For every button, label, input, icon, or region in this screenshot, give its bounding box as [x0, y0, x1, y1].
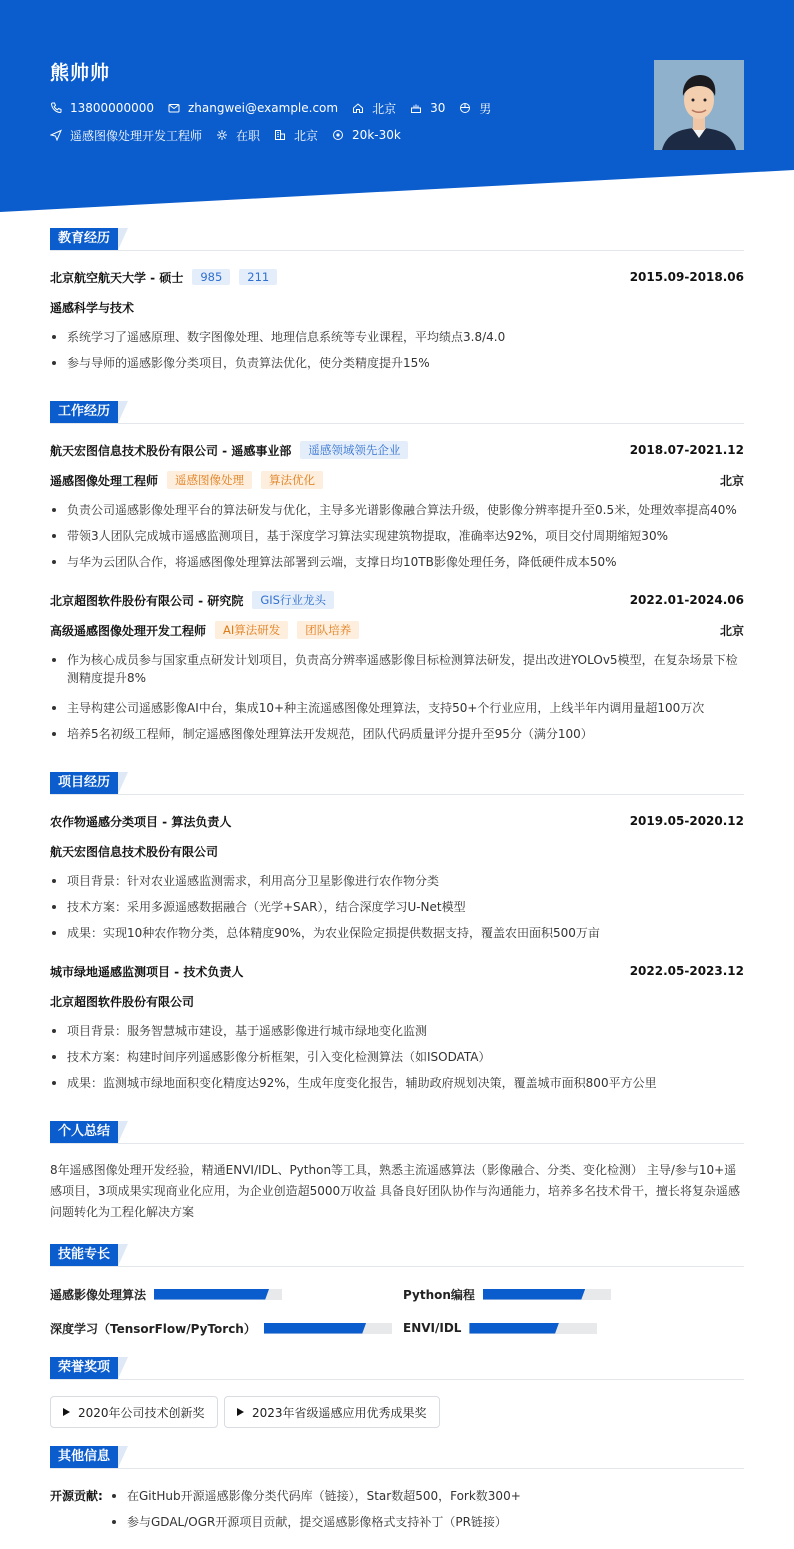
education-header: [50, 268, 744, 286]
company-tag: 遥感领域领先企业: [300, 441, 408, 459]
section-label: 其他信息: [50, 1446, 118, 1468]
building-icon: [274, 129, 286, 141]
phone-icon: [50, 102, 62, 114]
play-icon: [63, 1408, 70, 1416]
list-item: 参与GDAL/OGR开源项目贡献，提交遥感影像格式支持补丁（PR链接）: [110, 1513, 744, 1531]
target-icon: [332, 129, 344, 141]
divider: [50, 1468, 744, 1469]
project-period: 2022.05-2023.12: [629, 964, 744, 978]
school-tag: 985: [192, 269, 230, 285]
divider: [50, 423, 744, 424]
contact-row: [50, 99, 505, 117]
skill-bar: [264, 1323, 392, 1334]
section-tail: [118, 1244, 128, 1266]
gender-icon: [459, 102, 471, 114]
mail-icon: [168, 102, 180, 114]
list-item: 带领3人团队完成城市遥感监测项目，基于深度学习算法实现建筑物提取，准确率达92%，项目交付周期缩短30%: [50, 527, 744, 545]
work-location: 北京: [719, 473, 744, 488]
phone-info: [50, 101, 154, 115]
section-education-title: [50, 228, 128, 250]
work-period: 2022.01-2024.06: [629, 593, 744, 607]
project-header: [50, 962, 744, 980]
status-info: [216, 127, 260, 144]
list-item: 主导构建公司遥感影像AI中台，集成10+种主流遥感图像处理算法，支持50+个行业应用，上线半年内调用量超100万次: [50, 699, 744, 717]
gender-text: 男: [479, 101, 492, 116]
award-badge: [224, 1396, 440, 1428]
section-label: 技能专长: [50, 1244, 118, 1266]
section-label: 教育经历: [50, 228, 118, 250]
skill-name: Python编程: [403, 1287, 475, 1302]
section-tail: [118, 772, 128, 794]
skill-item: [50, 1321, 392, 1335]
list-item: 与华为云团队合作，将遥感图像处理算法部署到云端，支撑日均10TB影像处理任务，降低硬件成本50%: [50, 553, 744, 571]
section-tail: [118, 1357, 128, 1379]
skill-bar-fill: [264, 1323, 366, 1334]
list-item: 负责公司遥感影像处理平台的算法研发与优化，主导多光谱影像融合算法升级，使影像分辨率提升至0.5米，处理效率提高40%: [50, 501, 744, 519]
age-text: 30: [430, 101, 446, 115]
work-location: 北京: [719, 623, 744, 638]
cake-icon: [410, 102, 422, 114]
list-item: 培养5名初级工程师，制定遥感图像处理算法开发规范，团队代码质量评分提升至95分（满分100）: [50, 725, 744, 743]
summary-text: 8年遥感图像处理开发经验，精通ENVI/IDL、Python等工具，熟悉主流遥感算法（影像融合、分类、变化检测） 主导/参与10+遥感项目，3项成果实现商业化应用，为企业创造超5000万收益 具备良好团队协作与沟通能力，培养多名技术骨干，擅长将复杂遥感问题转化为工程化解决方案: [50, 1163, 740, 1219]
job-tag: 团队培养: [297, 621, 359, 639]
divider: [50, 1266, 744, 1267]
list-item: 成果：实现10种农作物分类，总体精度90%，为农业保险定损提供数据支持，覆盖农田面积500万亩: [50, 924, 744, 942]
section-label: 个人总结: [50, 1121, 118, 1143]
job-tag: 算法优化: [261, 471, 323, 489]
list-item: 项目背景：服务智慧城市建设，基于遥感影像进行城市绿地变化监测: [50, 1022, 744, 1040]
company-name: 航天宏图信息技术股份有限公司 - 遥感事业部: [50, 443, 292, 458]
divider: [50, 1143, 744, 1144]
skill-bar: [469, 1323, 597, 1334]
section-tail: [118, 1121, 128, 1143]
project-name: 农作物遥感分类项目 - 算法负责人: [50, 814, 232, 829]
section-tail: [118, 228, 128, 250]
section-projects-title: [50, 772, 128, 794]
project-company: 北京超图软件股份有限公司: [50, 994, 195, 1009]
award-badge: [50, 1396, 218, 1428]
gear-icon: [216, 129, 228, 141]
play-icon: [237, 1408, 244, 1416]
list-item: 系统学习了遥感原理、数字图像处理、地理信息系统等专业课程，平均绩点3.8/4.0: [50, 328, 744, 346]
list-item: 技术方案：构建时间序列遥感影像分析框架，引入变化检测算法（如ISODATA）: [50, 1048, 744, 1066]
position-text: 遥感图像处理开发工程师: [70, 128, 203, 143]
skill-item: [403, 1321, 597, 1335]
school-name: 北京航空航天大学 - 硕士: [50, 270, 184, 285]
section-summary-title: [50, 1121, 128, 1143]
school-tag: 211: [239, 269, 277, 285]
phone-text: 13800000000: [70, 101, 154, 115]
company-name: 北京超图软件股份有限公司 - 研究院: [50, 593, 244, 608]
salary-info: [332, 128, 401, 142]
list-item: 作为核心成员参与国家重点研发计划项目，负责高分辨率遥感影像目标检测算法研发，提出改进YOLOv5模型，在复杂场景下检测精度提升8%: [50, 651, 744, 687]
other-label: 开源贡献:: [50, 1489, 103, 1503]
section-label: 工作经历: [50, 401, 118, 423]
skill-bar: [483, 1289, 611, 1300]
work-title-row: [50, 471, 744, 489]
avatar: [654, 60, 744, 150]
section-work-title: [50, 401, 128, 423]
skill-name: ENVI/IDL: [403, 1321, 462, 1335]
skill-bar-fill: [154, 1289, 269, 1300]
city-info: [352, 100, 396, 117]
divider: [50, 1379, 744, 1380]
gender-info: [459, 100, 491, 117]
section-other-title: [50, 1446, 128, 1468]
candidate-name: 熊帅帅: [50, 62, 111, 84]
work-header: [50, 441, 744, 459]
section-skills-title: [50, 1244, 128, 1266]
skill-item: [403, 1287, 611, 1301]
job-intent-row: [50, 126, 415, 144]
home-icon: [352, 102, 364, 114]
divider: [50, 794, 744, 795]
skill-item: [50, 1287, 282, 1301]
list-item: 技术方案：采用多源遥感数据融合（光学+SAR），结合深度学习U-Net模型: [50, 898, 744, 916]
salary-text: 20k-30k: [352, 128, 401, 142]
major: 遥感科学与技术: [50, 300, 135, 315]
divider: [50, 250, 744, 251]
list-item: 项目背景：针对农业遥感监测需求，利用高分卫星影像进行农作物分类: [50, 872, 744, 890]
award-text: 2020年公司技术创新奖: [78, 1405, 205, 1420]
skill-name: 深度学习（TensorFlow/PyTorch）: [50, 1321, 256, 1336]
section-label: 荣誉奖项: [50, 1357, 118, 1379]
job-tag: 遥感图像处理: [167, 471, 252, 489]
award-text: 2023年省级遥感应用优秀成果奖: [252, 1405, 427, 1420]
company-tag: GIS行业龙头: [252, 591, 334, 609]
work-period: 2018.07-2021.12: [629, 443, 744, 457]
work-title-row: [50, 621, 744, 639]
project-period: 2019.05-2020.12: [629, 814, 744, 828]
skill-bar: [154, 1289, 282, 1300]
section-label: 项目经历: [50, 772, 118, 794]
skill-bar-fill: [469, 1323, 559, 1334]
age-info: [410, 101, 445, 115]
education-period: 2015.09-2018.06: [629, 270, 744, 284]
major-row: [50, 298, 744, 316]
project-header: [50, 812, 744, 830]
project-company-row: [50, 992, 744, 1010]
position-info: [50, 127, 202, 144]
status-text: 在职: [236, 128, 261, 143]
section-tail: [118, 401, 128, 423]
send-icon: [50, 129, 62, 141]
list-item: 成果：监测城市绿地面积变化精度达92%，生成年度变化报告，辅助政府规划决策，覆盖城市面积800平方公里: [50, 1074, 744, 1092]
work-header: [50, 591, 744, 609]
project-company: 航天宏图信息技术股份有限公司: [50, 844, 219, 859]
skill-name: 遥感影像处理算法: [50, 1287, 147, 1302]
target-city-text: 北京: [294, 128, 319, 143]
email-info: [168, 101, 338, 115]
project-company-row: [50, 842, 744, 860]
target-city-info: [274, 127, 318, 144]
list-item: 参与导师的遥感影像分类项目，负责算法优化，使分类精度提升15%: [50, 354, 744, 372]
list-item: 在GitHub开源遥感影像分类代码库（链接），Star数超500，Fork数300+: [110, 1487, 744, 1505]
project-name: 城市绿地遥感监测项目 - 技术负责人: [50, 964, 244, 979]
section-tail: [118, 1446, 128, 1468]
job-tag: AI算法研发: [215, 621, 288, 639]
city-text: 北京: [372, 101, 397, 116]
skill-bar-fill: [483, 1289, 585, 1300]
job-title: 遥感图像处理工程师: [50, 473, 159, 488]
email-text: zhangwei@example.com: [187, 101, 339, 115]
job-title: 高级遥感图像处理开发工程师: [50, 623, 207, 638]
section-awards-title: [50, 1357, 128, 1379]
